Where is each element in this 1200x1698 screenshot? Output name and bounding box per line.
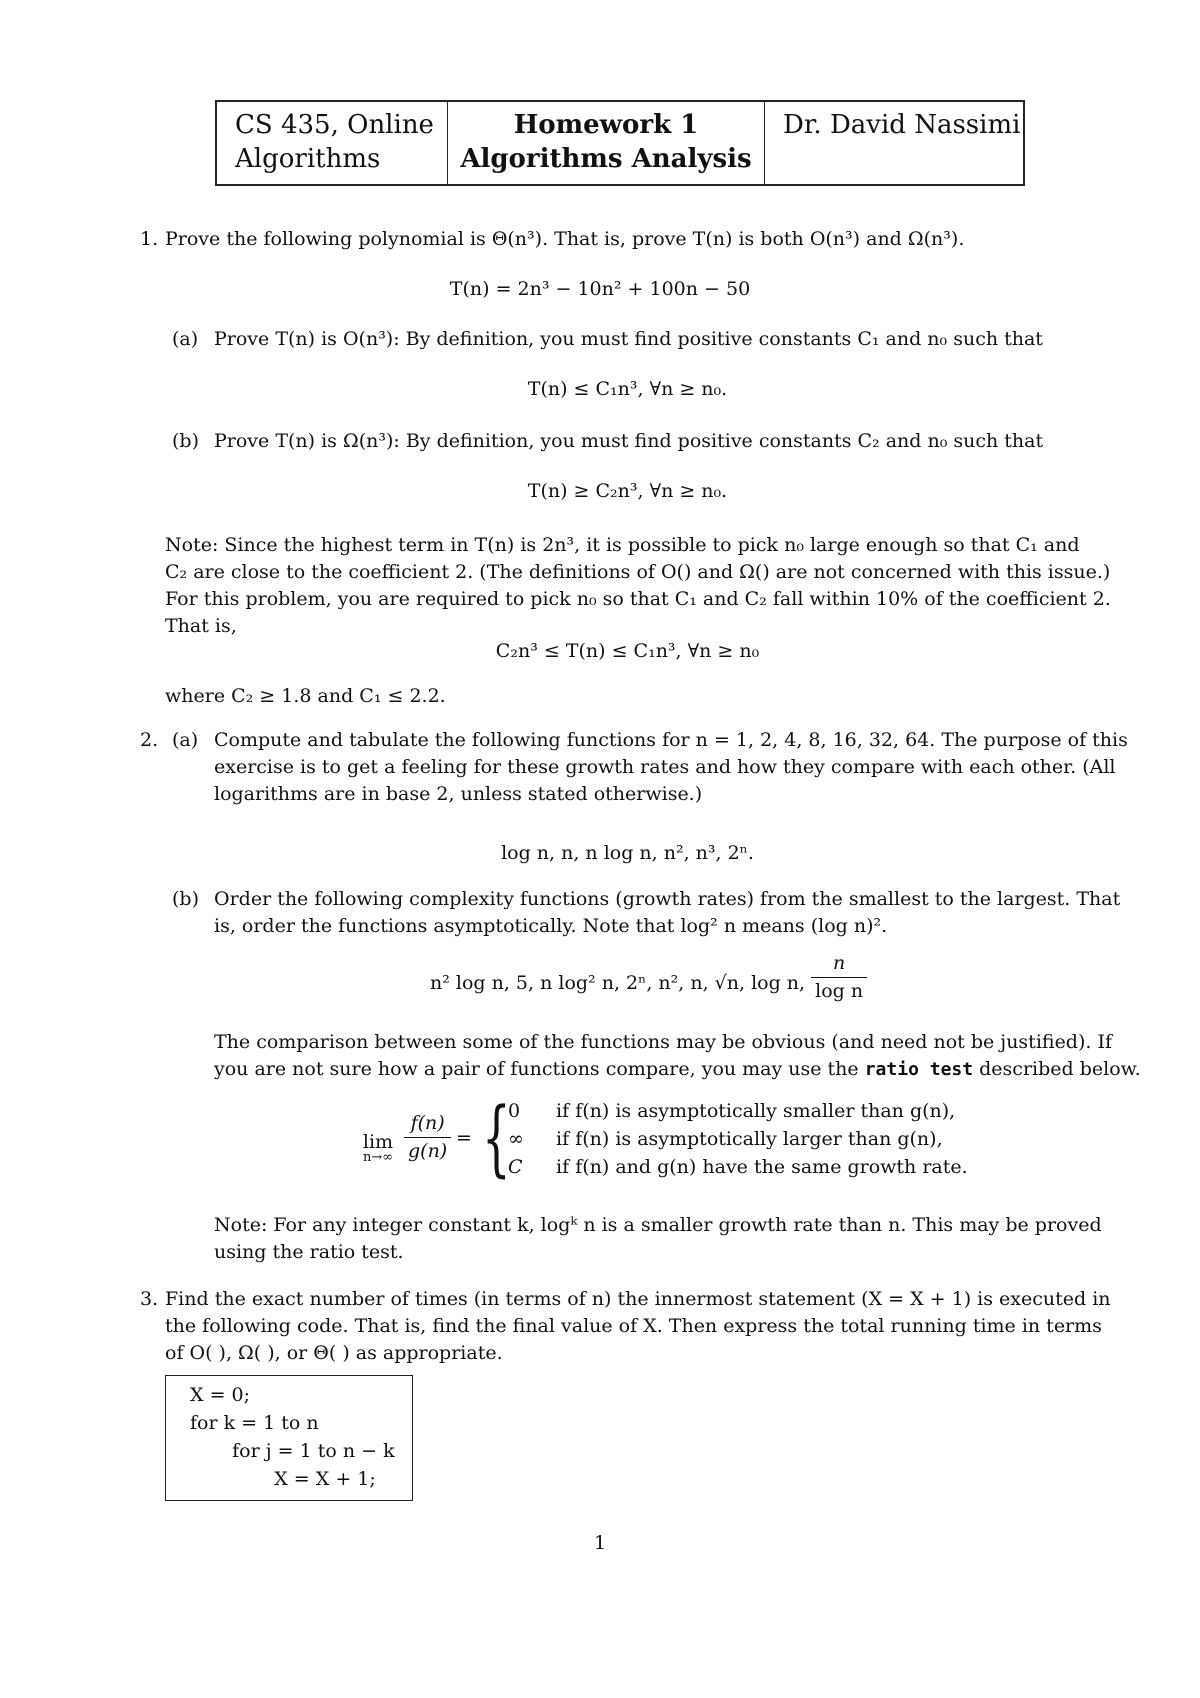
problem-2b-label: (b) (172, 888, 199, 910)
piecewise-cases (508, 1098, 968, 1182)
problem-2-number: 2. (140, 729, 159, 751)
limit-operator (354, 1129, 402, 1164)
problem-2b-function-list: n² log n, 5, n log² n, 2ⁿ, n², n, √n, log n, (430, 972, 806, 995)
problem-1b-label: (b) (172, 430, 199, 452)
header-instructor (765, 102, 1023, 184)
problem-1-note-line-4: That is, (165, 615, 237, 637)
fraction-denominator: log n (815, 979, 864, 1002)
problem-1-note-line-2: C₂ are close to the coefficient 2. (The definitions of O() and Ω() are not concerned with this issue.) (165, 561, 1111, 583)
problem-1-intro: Prove the following polynomial is Θ(n³). That is, prove T(n) is both O(n³) and Ω(n³). (165, 228, 965, 250)
header-course (217, 102, 447, 184)
case-condition: if f(n) is asymptotically smaller than g(n), (556, 1100, 956, 1122)
code-line: X = 0; (190, 1384, 251, 1406)
case-condition: if f(n) and g(n) have the same growth rate. (556, 1156, 968, 1178)
limit-label: lim (362, 1131, 394, 1153)
limit-subscript: n→∞ (362, 1149, 394, 1165)
code-line: X = X + 1; (238, 1468, 376, 1490)
case-value: 0 (508, 1100, 521, 1122)
case-value: C (508, 1156, 523, 1178)
problem-1-number: 1. (140, 228, 159, 250)
title-line-1: Homework 1 (513, 110, 699, 140)
compare-line-2-post: described below. (979, 1058, 1141, 1080)
course-line-2: Algorithms (235, 144, 381, 174)
problem-2a-line-3: logarithms are in base 2, unless stated otherwise.) (214, 783, 703, 805)
problem-2b-functions (430, 952, 867, 1004)
problem-3-line-1: Find the exact number of times (in terms of n) the innermost statement (X = X + 1) is executed in (165, 1288, 1111, 1310)
equals-sign: = (456, 1127, 472, 1149)
ratio-denominator: g(n) (408, 1139, 448, 1162)
code-line: for k = 1 to n (190, 1412, 319, 1434)
code-box (165, 1375, 413, 1501)
problem-1a-label: (a) (172, 328, 199, 350)
problem-1b-text: Prove T(n) is Ω(n³): By definition, you must find positive constants C₂ and n₀ such that (214, 430, 1044, 452)
problem-1a-text: Prove T(n) is O(n³): By definition, you must find positive constants C₁ and n₀ such that (214, 328, 1043, 350)
instructor-name: Dr. David Nassimi (783, 110, 1021, 140)
ratio-test-term: ratio test (864, 1059, 974, 1080)
case-row (508, 1098, 968, 1126)
case-row (508, 1126, 968, 1154)
case-row (508, 1154, 968, 1182)
problem-2b-line-2: is, order the functions asymptotically. Note that log² n means (log n)². (214, 915, 888, 937)
compare-line-2-pre: you are not sure how a pair of functions compare, you may use the (214, 1058, 859, 1080)
problem-2a-label: (a) (172, 729, 199, 751)
ratio-numerator: f(n) (404, 1110, 451, 1138)
problem-1-note-line-1: Note: Since the highest term in T(n) is 2n³, it is possible to pick n₀ large enough so that C₁ and (165, 534, 1080, 556)
header-title (447, 102, 765, 184)
problem-1-where: where C₂ ≥ 1.8 and C₁ ≤ 2.2. (165, 685, 446, 707)
problem-2a-line-1: Compute and tabulate the following functions for n = 1, 2, 4, 8, 16, 32, 64. The purpose of this (214, 729, 1128, 751)
problem-1-note-line-3: For this problem, you are required to pick n₀ so that C₁ and C₂ fall within 10% of the coefficient 2. (165, 588, 1111, 610)
problem-1-equation: T(n) = 2n³ − 10n² + 100n − 50 (449, 278, 751, 300)
problem-1-note-equation: C₂n³ ≤ T(n) ≤ C₁n³, ∀n ≥ n₀ (495, 640, 760, 662)
problem-2a-functions: log n, n, n log n, n², n³, 2ⁿ. (501, 842, 754, 864)
problem-2-note-line-1: Note: For any integer constant k, logᵏ n is a smaller growth rate than n. This may be proved (214, 1214, 1102, 1236)
case-condition: if f(n) is asymptotically larger than g(n), (556, 1128, 943, 1150)
problem-1a-equation: T(n) ≤ C₁n³, ∀n ≥ n₀. (527, 378, 728, 400)
problem-2-note-line-2: using the ratio test. (214, 1241, 404, 1263)
page-number: 1 (593, 1532, 607, 1554)
problem-1b-equation: T(n) ≥ C₂n³, ∀n ≥ n₀. (527, 480, 728, 502)
header-box (215, 100, 1025, 186)
problem-2a-line-2: exercise is to get a feeling for these growth rates and how they compare with each other. (All (214, 756, 1116, 778)
fraction-numerator: n (811, 950, 867, 978)
problem-2-compare-line-1: The comparison between some of the functions may be obvious (and need not be justified). If (214, 1031, 1113, 1053)
n-over-log-n-fraction (811, 950, 867, 1004)
code-line: for j = 1 to n − k (214, 1440, 395, 1462)
problem-3-number: 3. (140, 1288, 159, 1310)
left-brace: { (482, 1091, 511, 1186)
course-line-1: CS 435, Online (235, 110, 434, 140)
problem-2b-line-1: Order the following complexity functions (growth rates) from the smallest to the largest. That (214, 888, 1121, 910)
problem-3-line-2: the following code. That is, find the final value of X. Then express the total running time in terms (165, 1315, 1102, 1337)
ratio-fraction (404, 1110, 451, 1164)
problem-2-compare-line-2 (214, 1056, 1141, 1083)
case-value: ∞ (508, 1128, 524, 1150)
title-line-2: Algorithms Analysis (460, 144, 752, 174)
problem-3-line-3: of O( ), Ω( ), or Θ( ) as appropriate. (165, 1342, 503, 1364)
